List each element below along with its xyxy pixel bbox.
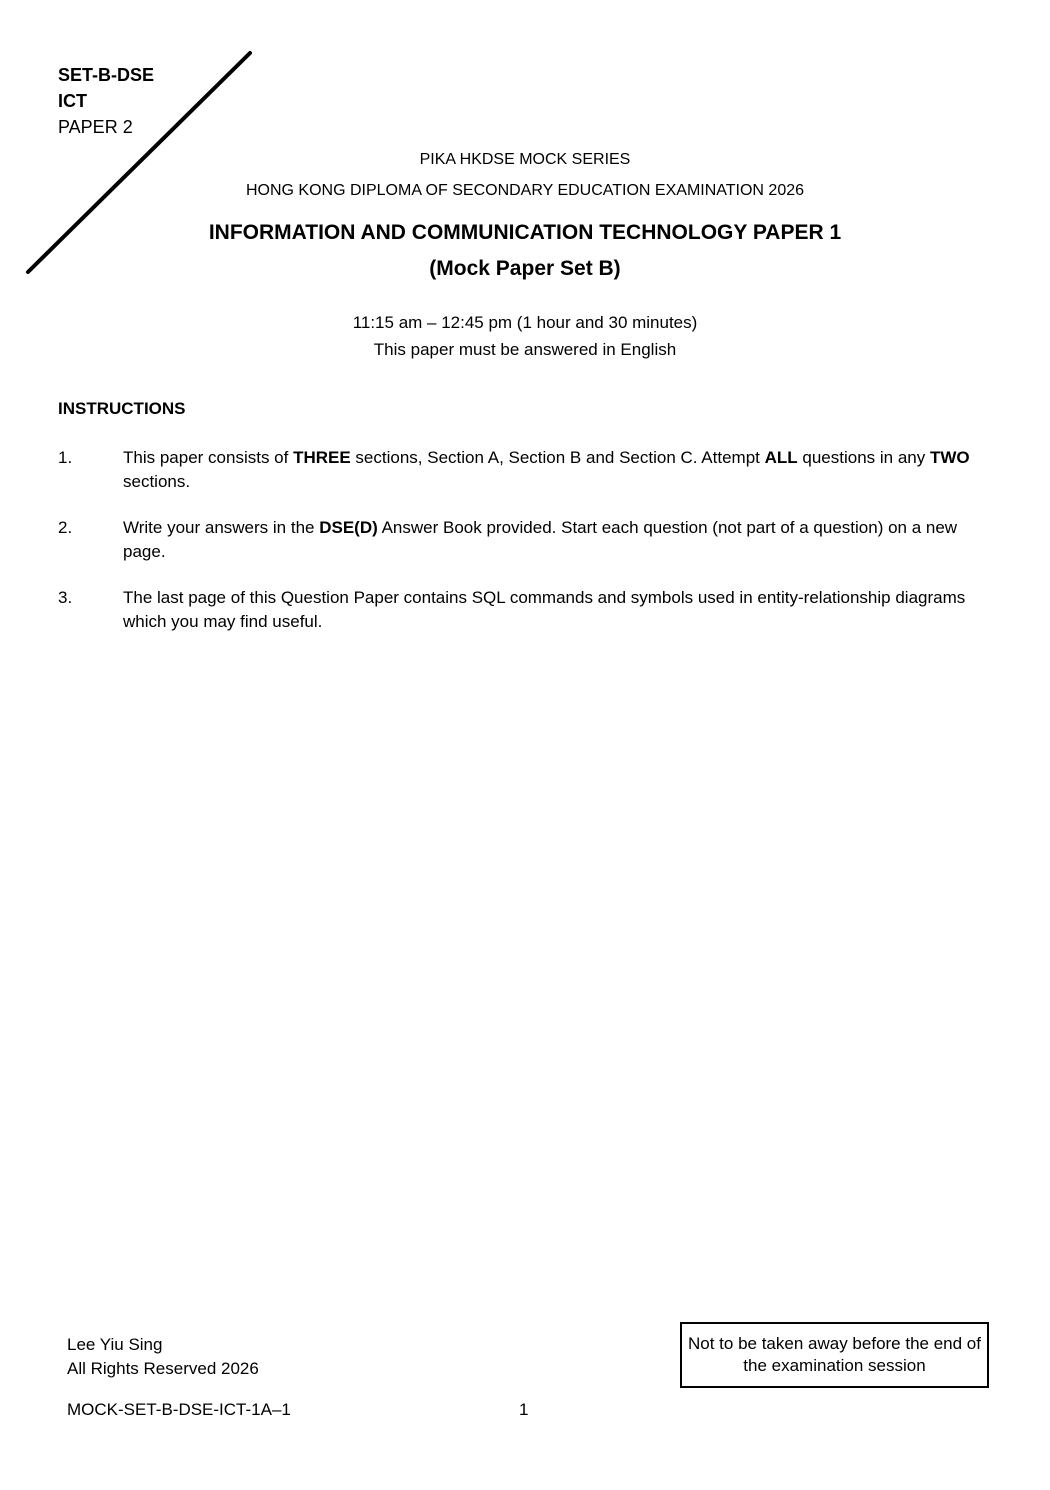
rights-statement: All Rights Reserved 2026 [67, 1359, 259, 1378]
page-number: 1 [519, 1400, 529, 1419]
instruction-text-segment: sections. [123, 472, 191, 491]
exam-title: HONG KONG DIPLOMA OF SECONDARY EDUCATION EXAMINATION 2026 [245, 182, 805, 199]
instruction-item [58, 446, 978, 494]
instruction-text-segment: This paper consists of [123, 448, 294, 467]
instruction-emphasis: DSE(D) [319, 518, 378, 537]
instruction-number: 3. [58, 588, 73, 607]
language-note: This paper must be answered in English [373, 340, 677, 359]
instruction-item [58, 586, 978, 634]
instructions-list [58, 446, 978, 656]
instruction-text-segment: questions in any [797, 448, 930, 467]
diagonal-slash-mark [0, 0, 300, 300]
instruction-text-segment: Write your answers in the [123, 518, 320, 537]
instruction-emphasis: TWO [929, 448, 970, 467]
paper-reference-code: MOCK-SET-B-DSE-ICT-1A–1 [67, 1400, 291, 1419]
instruction-text [123, 586, 978, 634]
instruction-number: 1. [58, 448, 73, 467]
instruction-emphasis: THREE [293, 448, 351, 467]
instruction-number: 2. [58, 518, 73, 537]
set-code: SET-B-DSE [58, 65, 155, 85]
copyright-block [67, 1333, 259, 1381]
instruction-text-segment: sections, Section A, Section B and Section C. Attempt [350, 448, 765, 467]
instruction-text-segment: Answer Book provided. Start each question (not part of a question) on a new page. [123, 518, 958, 561]
subject-code: ICT [58, 91, 87, 111]
notice-box [680, 1322, 989, 1388]
instruction-text [123, 516, 978, 564]
notice-text: Not to be taken away before the end of the examination session [688, 1334, 981, 1375]
instruction-emphasis: ALL [764, 448, 798, 467]
author-name: Lee Yiu Sing [67, 1335, 163, 1354]
instruction-item [58, 516, 978, 564]
instruction-text-segment: The last page of this Question Paper contains SQL commands and symbols used in entity-relationship diagrams which you may find useful. [123, 588, 966, 631]
instructions-heading: INSTRUCTIONS [58, 399, 186, 418]
instruction-text [123, 446, 978, 494]
paper-code: PAPER 2 [58, 117, 133, 137]
paper-set-title: (Mock Paper Set B) [429, 257, 621, 280]
subject-title: INFORMATION AND COMMUNICATION TECHNOLOGY PAPER 1 [208, 221, 842, 244]
exam-time: 11:15 am – 12:45 pm (1 hour and 30 minutes) [352, 313, 698, 332]
mock-series-title: PIKA HKDSE MOCK SERIES [419, 151, 631, 168]
